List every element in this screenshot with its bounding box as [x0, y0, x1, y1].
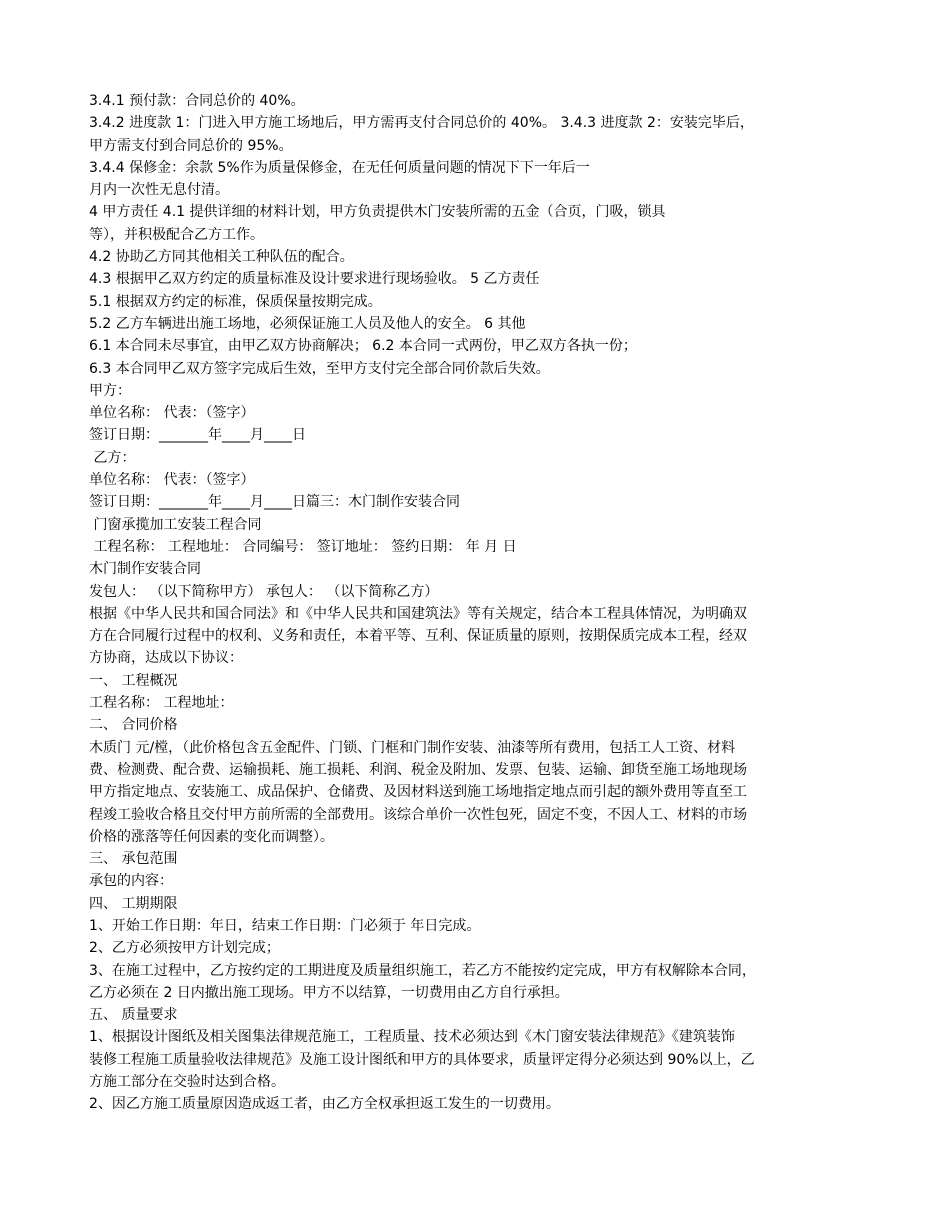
text-line: 月内一次性无息付清。	[89, 182, 229, 199]
text-line: 价格的涨落等任何因素的变化而调整）。	[89, 828, 334, 845]
text-line: 1、开始工作日期：年日，结束工作日期：门必须于 年日完成。	[89, 917, 481, 934]
text-line: 根据《中华人民共和国合同法》和《中华人民共和国建筑法》等有关规定，结合本工程具体情况，为明确双	[89, 605, 747, 622]
text-line: 6.3 本合同甲乙双方签字完成后生效，至甲方支付完全部合同价款后失效。	[89, 360, 550, 377]
text-line: 方在合同履行过程中的权利、义务和责任，本着平等、互利、保证质量的原则，按期保质完成本工程，经双	[89, 628, 747, 645]
section-heading: 四、 工期期限	[89, 895, 178, 912]
contract-subtitle: 木门制作安装合同	[89, 561, 201, 578]
contract-title: 门窗承揽加工安装工程合同	[89, 516, 262, 533]
text-line: 4 甲方责任 4.1 提供详细的材料计划，甲方负责提供木门安装所需的五金（合页，门吸，锁具	[89, 204, 666, 221]
text-line: 方协商，达成以下协议：	[89, 650, 243, 667]
text-line: 方施工部分在交验时达到合格。	[89, 1074, 285, 1091]
text-line: 1、根据设计图纸及相关图集法律规范施工，工程质量、技术必须达到《木门窗安装法律规范》《建筑装饰	[89, 1029, 735, 1046]
text-line: 2、因乙方施工质量原因造成返工者，由乙方全权承担返工发生的一切费用。	[89, 1096, 560, 1113]
text-line: 3.4.1 预付款：合同总价的 40%。	[89, 93, 305, 109]
text-line: 4.3 根据甲乙双方约定的质量标准及设计要求进行现场验收。 5 乙方责任	[89, 271, 540, 288]
text-line: 乙方必须在 2 日内撤出施工现场。甲方不以结算，一切费用由乙方自行承担。	[89, 984, 569, 1001]
text-line: 等），并积极配合乙方工作。	[89, 226, 264, 243]
contract-document	[89, 90, 869, 1116]
section-heading: 一、 工程概况	[89, 672, 178, 689]
section-heading: 二、 合同价格	[89, 717, 178, 734]
text-line: 2、乙方必须按甲方计划完成；	[89, 940, 280, 957]
party-b-heading: 乙方：	[89, 449, 136, 466]
contract-info-line: 工程名称： 工程地址： 合同编号： 签订地址： 签约日期： 年 月 日	[89, 538, 517, 555]
text-line: 工程名称： 工程地址：	[89, 695, 234, 712]
text-line: 费、检测费、配合费、运输损耗、施工损耗、利润、税金及附加、发票、包装、运输、卸货至施工场地现场	[89, 761, 747, 778]
signature-line: 单位名称： 代表：（签字）	[89, 405, 255, 422]
text-line: 承包的内容：	[89, 873, 173, 890]
text-line: 甲方指定地点、安装施工、成品保护、仓储费、及因材料送到施工场地指定地点而引起的额外费用等直至工	[89, 784, 747, 801]
party-a-heading: 甲方：	[89, 382, 131, 399]
text-line: 5.2 乙方车辆进出施工场地，必须保证施工人员及他人的安全。 6 其他	[89, 315, 526, 332]
text-line: 6.1 本合同未尽事宜，由甲乙双方协商解决； 6.2 本合同一式两份，甲乙双方各执一份；	[89, 338, 637, 355]
text-line: 4.2 协助乙方同其他相关工种队伍的配合。	[89, 249, 354, 266]
section-heading: 三、 承包范围	[89, 851, 178, 868]
signature-line: 单位名称： 代表：（签字）	[89, 472, 255, 489]
text-line: 装修工程施工质量验收法律规范》及施工设计图纸和甲方的具体要求，质量评定得分必须达到 90%以上，乙	[89, 1051, 755, 1068]
text-line: 程竣工验收合格且交付甲方前所需的全部费用。该综合单价一次性包死，固定不变，不因人工、材料的市场	[89, 806, 747, 823]
text-line: 3.4.2 进度款 1：门进入甲方施工场地后，甲方需再支付合同总价的 40%。 3.4.3 进度款 2：安装完毕后，	[89, 115, 754, 132]
section-heading: 五、 质量要求	[89, 1007, 178, 1024]
text-line: 5.1 根据双方约定的标准，保质保量按期完成。	[89, 293, 382, 310]
text-line: 3.4.4 保修金：余款 5%作为质量保修金，在无任何质量问题的情况下下一年后一	[89, 159, 590, 176]
signing-date-line: 签订日期：_______年____月____日篇三：木门制作安装合同	[89, 494, 460, 511]
signing-date-line: 签订日期：_______年____月____日	[89, 427, 306, 444]
text-line: 3、在施工过程中，乙方按约定的工期进度及质量组织施工，若乙方不能按约定完成，甲方有权解除本合同，	[89, 962, 756, 979]
parties-line: 发包人： （以下简称甲方） 承包人： （以下简称乙方）	[89, 583, 439, 600]
text-line: 甲方需支付到合同总价的 95%。	[89, 137, 293, 154]
text-line: 木质门 元/樘，（此价格包含五金配件、门锁、门框和门制作安装、油漆等所有费用，包括工人工资、材料	[89, 739, 736, 756]
